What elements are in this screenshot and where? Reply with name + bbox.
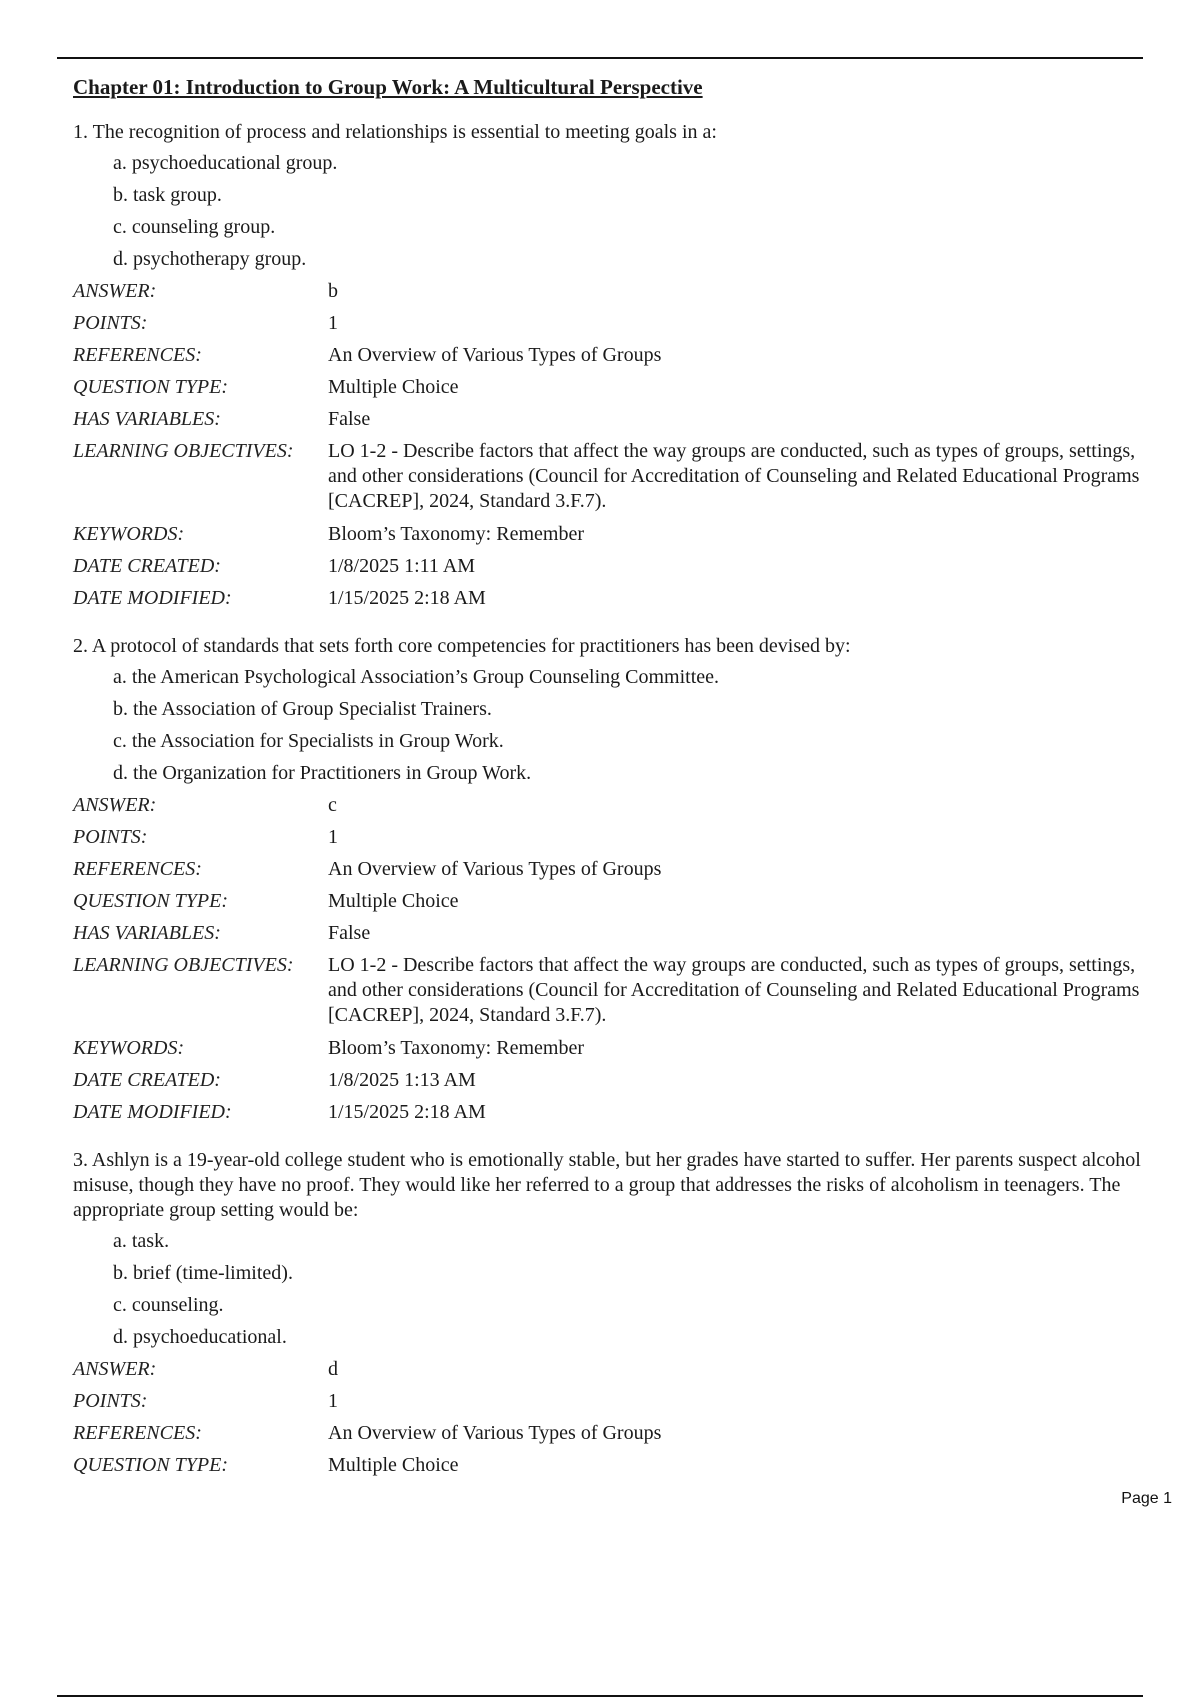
option-d: d. psychoeducational. — [113, 1326, 287, 1348]
meta-row-learning-objectives — [73, 949, 1145, 1032]
meta-row-keywords — [73, 1032, 1145, 1064]
question-3 — [73, 1148, 1145, 1481]
option-b: b. brief (time-limited). — [113, 1262, 293, 1284]
meta-label: POINTS: — [73, 1390, 148, 1412]
meta-row-keywords — [73, 518, 1145, 550]
question-1 — [73, 120, 1145, 614]
meta-label: DATE MODIFIED: — [73, 587, 232, 609]
meta-value: d — [328, 1358, 338, 1380]
meta-value: c — [328, 794, 337, 816]
option-d: d. psychotherapy group. — [113, 248, 307, 270]
option-c: c. counseling. — [113, 1294, 224, 1316]
meta-row-date-modified — [73, 1096, 1145, 1128]
option-c: c. counseling group. — [113, 216, 276, 238]
meta-row-references — [73, 1417, 1145, 1449]
meta-value: 1 — [328, 826, 338, 848]
meta-value: Bloom’s Taxonomy: Remember — [328, 1037, 584, 1059]
question-metadata — [73, 789, 1145, 1128]
answer-options — [113, 1225, 1145, 1353]
meta-value: 1/15/2025 2:18 AM — [328, 587, 486, 609]
meta-row-answer — [73, 275, 1145, 307]
meta-value: An Overview of Various Types of Groups — [328, 344, 662, 366]
meta-value: 1 — [328, 312, 338, 334]
meta-value: 1/8/2025 1:13 AM — [328, 1069, 476, 1091]
meta-value: LO 1-2 - Describe factors that affect the way groups are conducted, such as types of groups, settings, and other considerations (Council for Accreditation of Counseling and Related Educational Programs [CACREP], 2024, Standard 3.F.7). — [328, 440, 1140, 512]
question-2 — [73, 634, 1145, 1128]
meta-label: POINTS: — [73, 826, 148, 848]
chapter-title: Chapter 01: Introduction to Group Work: A Multicultural Perspective — [73, 75, 703, 99]
meta-row-references — [73, 853, 1145, 885]
option-b: b. task group. — [113, 184, 222, 206]
document-body — [73, 72, 1145, 1501]
answer-options — [113, 661, 1145, 789]
meta-label: QUESTION TYPE: — [73, 1454, 229, 1476]
meta-value: False — [328, 408, 371, 430]
meta-row-answer — [73, 1353, 1145, 1385]
meta-label: LEARNING OBJECTIVES: — [73, 954, 294, 976]
meta-value: Multiple Choice — [328, 1454, 459, 1476]
meta-row-has-variables — [73, 917, 1145, 949]
meta-label: ANSWER: — [73, 794, 157, 816]
meta-value: Multiple Choice — [328, 890, 459, 912]
meta-row-question-type — [73, 1449, 1145, 1481]
meta-value: LO 1-2 - Describe factors that affect the way groups are conducted, such as types of groups, settings, and other considerations (Council for Accreditation of Counseling and Related Educational Programs [CACREP], 2024, Standard 3.F.7). — [328, 954, 1140, 1026]
page-number: Page 1 — [1121, 1490, 1172, 1507]
question-stem: 3. Ashlyn is a 19-year-old college student who is emotionally stable, but her grades have started to suffer. Her parents suspect alcohol misuse, though they have no proof. They would like her referred to a group that addresses the risks of alcoholism in teenagers. The appropriate group setting would be: — [73, 1149, 1141, 1221]
meta-label: LEARNING OBJECTIVES: — [73, 440, 294, 462]
meta-row-references — [73, 339, 1145, 371]
meta-label: REFERENCES: — [73, 858, 202, 880]
meta-label: QUESTION TYPE: — [73, 376, 229, 398]
meta-row-points — [73, 1385, 1145, 1417]
meta-value: Multiple Choice — [328, 376, 459, 398]
footer-rule — [57, 1695, 1143, 1697]
meta-row-answer — [73, 789, 1145, 821]
meta-label: ANSWER: — [73, 280, 157, 302]
option-a: a. the American Psychological Association’s Group Counseling Committee. — [113, 666, 720, 688]
question-stem: 1. The recognition of process and relationships is essential to meeting goals in a: — [73, 121, 717, 143]
meta-value: b — [328, 280, 338, 302]
meta-row-question-type — [73, 885, 1145, 917]
meta-value: False — [328, 922, 371, 944]
meta-row-learning-objectives — [73, 435, 1145, 518]
question-stem: 2. A protocol of standards that sets forth core competencies for practitioners has been devised by: — [73, 635, 851, 657]
meta-row-date-created — [73, 550, 1145, 582]
meta-label: QUESTION TYPE: — [73, 890, 229, 912]
meta-value: An Overview of Various Types of Groups — [328, 858, 662, 880]
header-rule — [57, 57, 1143, 59]
meta-label: DATE CREATED: — [73, 1069, 221, 1091]
question-metadata — [73, 1353, 1145, 1481]
meta-label: REFERENCES: — [73, 1422, 202, 1444]
meta-value: 1 — [328, 1390, 338, 1412]
meta-label: DATE CREATED: — [73, 555, 221, 577]
meta-value: An Overview of Various Types of Groups — [328, 1422, 662, 1444]
meta-row-date-modified — [73, 582, 1145, 614]
answer-options — [113, 147, 1145, 275]
option-a: a. task. — [113, 1230, 170, 1252]
option-a: a. psychoeducational group. — [113, 152, 338, 174]
meta-row-points — [73, 821, 1145, 853]
meta-value: 1/8/2025 1:11 AM — [328, 555, 476, 577]
option-d: d. the Organization for Practitioners in Group Work. — [113, 762, 532, 784]
meta-value: 1/15/2025 2:18 AM — [328, 1101, 486, 1123]
question-metadata — [73, 275, 1145, 614]
meta-row-date-created — [73, 1064, 1145, 1096]
meta-label: POINTS: — [73, 312, 148, 334]
meta-label: KEYWORDS: — [73, 523, 185, 545]
meta-label: HAS VARIABLES: — [73, 922, 221, 944]
meta-row-question-type — [73, 371, 1145, 403]
option-b: b. the Association of Group Specialist Trainers. — [113, 698, 492, 720]
meta-value: Bloom’s Taxonomy: Remember — [328, 523, 584, 545]
meta-row-has-variables — [73, 403, 1145, 435]
meta-label: HAS VARIABLES: — [73, 408, 221, 430]
meta-label: REFERENCES: — [73, 344, 202, 366]
meta-label: DATE MODIFIED: — [73, 1101, 232, 1123]
meta-row-points — [73, 307, 1145, 339]
meta-label: ANSWER: — [73, 1358, 157, 1380]
meta-label: KEYWORDS: — [73, 1037, 185, 1059]
option-c: c. the Association for Specialists in Group Work. — [113, 730, 504, 752]
